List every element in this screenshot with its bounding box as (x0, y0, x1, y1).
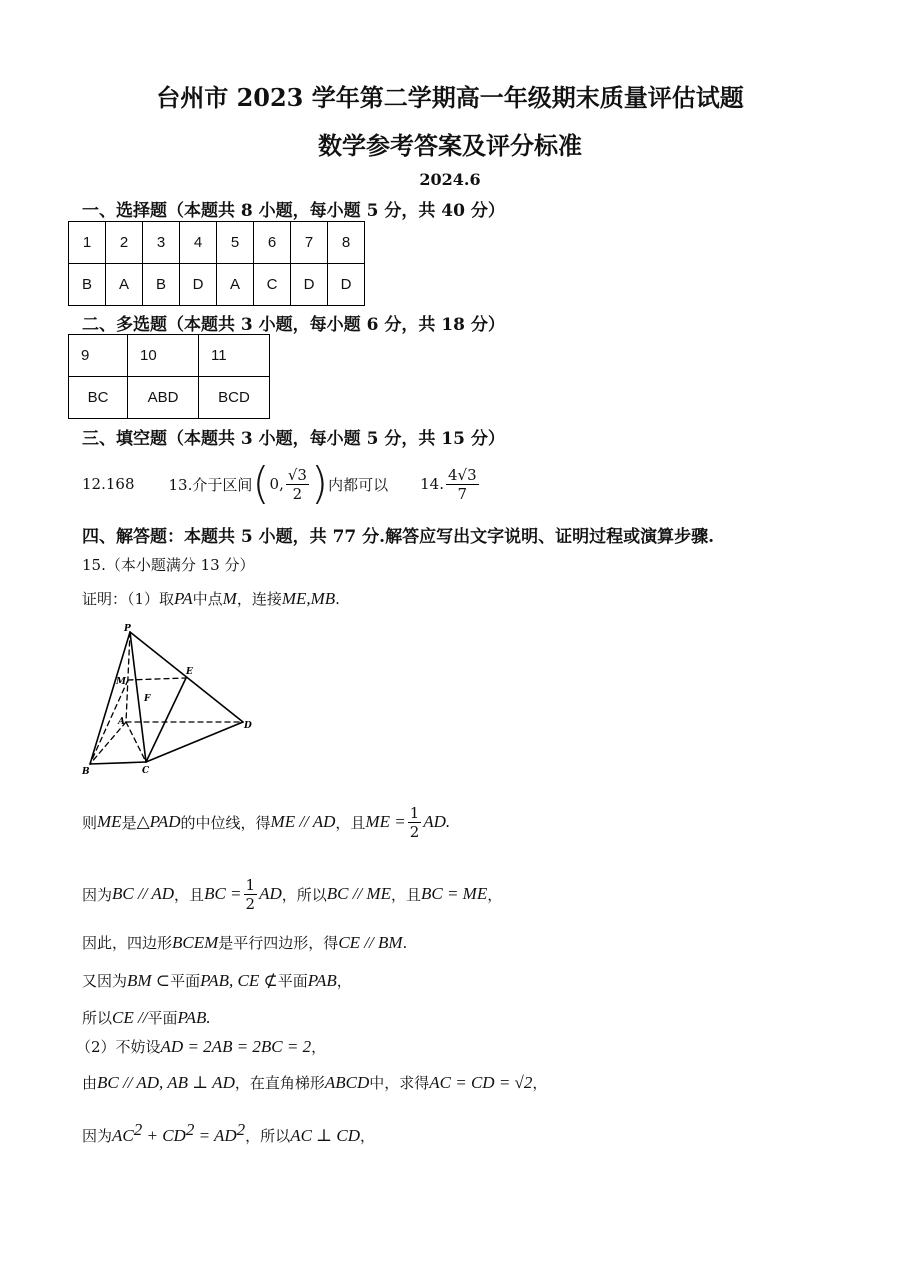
math: BM ⊂ (127, 971, 171, 990)
proof-line-2 (82, 870, 502, 918)
proof-line-6 (76, 1036, 326, 1057)
math: BC = (204, 884, 242, 903)
section1-heading: 一、选择题（本题共 8 小题，每小题 5 分，共 40 分） (82, 201, 505, 221)
text: 又因为 (82, 972, 128, 990)
answer-q13-suffix: 内都可以 (328, 475, 389, 494)
section2-answer-table (68, 334, 270, 419)
proof-line-3 (82, 932, 407, 953)
text: 所以 (82, 1009, 113, 1027)
text: 由 (82, 1074, 98, 1092)
fraction-denominator: 2 (292, 484, 303, 503)
math: ME // AD (270, 812, 336, 831)
table-cell: ABD (128, 377, 199, 419)
math: AC = CD = √2 (429, 1073, 533, 1092)
math: ABCD (324, 1073, 370, 1092)
fraction-denominator: 7 (457, 484, 468, 503)
text: 则 (82, 813, 98, 832)
text: ， (532, 1074, 548, 1092)
table-cell: BCD (199, 377, 270, 419)
math: 2 (236, 1120, 246, 1139)
text: （2）不妨设 (76, 1038, 161, 1056)
math: CE // BM (338, 933, 403, 952)
pyramid-figure (78, 622, 258, 778)
math: AC ⊥ CD (290, 1126, 361, 1145)
text: 因为 (82, 1127, 113, 1145)
text: ， (336, 972, 352, 990)
vertex-label-f: F (144, 694, 151, 704)
fraction-numerator: 4√3 (448, 465, 477, 484)
answer-q12: 12.168 (82, 475, 135, 493)
table-cell: 2 (106, 222, 143, 264)
fraction (446, 466, 479, 503)
fraction-numerator: 1 (245, 875, 256, 894)
math: M (222, 589, 237, 608)
table-cell: 4 (180, 222, 217, 264)
text: ，所以 (281, 885, 327, 904)
text: 证明：（1）取 (82, 590, 175, 608)
table-cell: 10 (128, 335, 199, 377)
math: = AD (194, 1126, 237, 1145)
math: ME,MB (281, 589, 336, 608)
question15-title: 15.（本小题满分 13 分） (82, 556, 255, 574)
table-cell: 7 (291, 222, 328, 264)
text: 是 (121, 813, 137, 832)
table-cell: A (217, 264, 254, 306)
fill-in-answers (82, 456, 481, 512)
vertex-label-m: M (116, 677, 126, 687)
text: ，且 (390, 885, 421, 904)
math: AD = 2AB = 2BC = 2 (160, 1037, 312, 1056)
fraction-denominator: 2 (245, 894, 256, 913)
answer-q14-prefix: 14. (420, 475, 444, 493)
text: 中，求得 (369, 1074, 430, 1092)
page-subtitle: 数学参考答案及评分标准 (318, 131, 582, 160)
vertex-label-p: P (124, 624, 131, 634)
fraction-denominator: 2 (409, 822, 420, 841)
section4-heading: 四、解答题：本题共 5 小题，共 77 分.解答应写出文字说明、证明过程或演算步骤. (82, 527, 714, 547)
text: 因为 (82, 885, 113, 904)
document-date: 2024.6 (419, 170, 481, 189)
text: 平面 (277, 972, 308, 990)
right-paren: ) (310, 458, 329, 509)
fraction-numerator: 1 (409, 803, 420, 822)
text: 中点 (192, 590, 223, 608)
text: ，且 (174, 885, 205, 904)
text: ，在直角梯形 (234, 1074, 325, 1092)
proof-line-intro (82, 588, 340, 609)
fraction-numerator: √3 (287, 465, 307, 484)
text: 平面 (147, 1009, 178, 1027)
math: AD (259, 884, 282, 903)
math: AD. (423, 812, 451, 831)
table-cell: 5 (217, 222, 254, 264)
math: 2 (185, 1120, 195, 1139)
math: 2 (133, 1120, 143, 1139)
fraction (286, 466, 309, 503)
table-cell: 6 (254, 222, 291, 264)
math: BC = ME (420, 884, 488, 903)
text: ，所以 (245, 1127, 291, 1145)
vertex-label-c: C (142, 766, 150, 776)
table-cell: BC (69, 377, 128, 419)
math: PAB (307, 971, 337, 990)
table-cell: 8 (328, 222, 365, 264)
text: 因此，四边形 (82, 934, 173, 952)
vertex-label-b: B (82, 767, 90, 777)
table-cell: 9 (69, 335, 128, 377)
text: ，且 (335, 813, 366, 832)
text: ， (311, 1038, 327, 1056)
text: . (402, 934, 408, 952)
section2-heading: 二、多选题（本题共 3 小题，每小题 6 分，共 18 分） (82, 315, 505, 335)
proof-line-4 (82, 970, 352, 991)
table-cell: B (143, 264, 180, 306)
math: AC (112, 1126, 134, 1145)
math: + CD (142, 1126, 186, 1145)
page-title: 台州市 2023 学年第二学期高一年级期末质量评估试题 (156, 83, 744, 112)
fraction (408, 804, 422, 841)
fraction (244, 876, 258, 913)
section1-answer-table (68, 221, 365, 306)
table-cell: C (254, 264, 291, 306)
vertex-label-a: A (118, 717, 125, 727)
table-cell: D (328, 264, 365, 306)
table-cell: 11 (199, 335, 270, 377)
table-cell: 3 (143, 222, 180, 264)
proof-line-5 (82, 1007, 211, 1028)
text: 是平行四边形，得 (218, 934, 339, 952)
table-cell: 1 (69, 222, 106, 264)
table-cell: B (69, 264, 106, 306)
answer-q13-zero: 0, (269, 475, 284, 493)
text: ， (487, 885, 503, 904)
vertex-label-e: E (186, 667, 193, 677)
math: BC // AD, AB ⊥ AD (97, 1073, 235, 1092)
proof-line-7 (82, 1072, 547, 1093)
math: BCEM (172, 933, 219, 952)
math: BC // ME (326, 884, 391, 903)
text: . (335, 590, 340, 608)
table-cell: D (180, 264, 217, 306)
text: ， (360, 1127, 376, 1145)
math: ME = (365, 812, 406, 831)
table-cell: D (291, 264, 328, 306)
text: ，连接 (236, 590, 282, 608)
text: 平面 (170, 972, 201, 990)
math: BC // AD (112, 884, 175, 903)
math: PA (174, 589, 193, 608)
proof-line-8 (82, 1120, 375, 1146)
math: △PAD (136, 812, 181, 831)
answer-q13-prefix: 13.介于区间 (168, 475, 253, 494)
vertex-label-d: D (244, 721, 252, 731)
table-cell: A (106, 264, 143, 306)
math: PAB, CE ⊄ (200, 971, 278, 990)
math: CE // (112, 1008, 148, 1027)
section3-heading: 三、填空题（本题共 3 小题，每小题 5 分，共 15 分） (82, 429, 505, 449)
text: 的中位线，得 (180, 813, 271, 832)
math: ME (97, 812, 122, 831)
left-paren: ( (252, 458, 270, 509)
math: PAB. (177, 1008, 211, 1027)
proof-line-1 (82, 798, 450, 846)
